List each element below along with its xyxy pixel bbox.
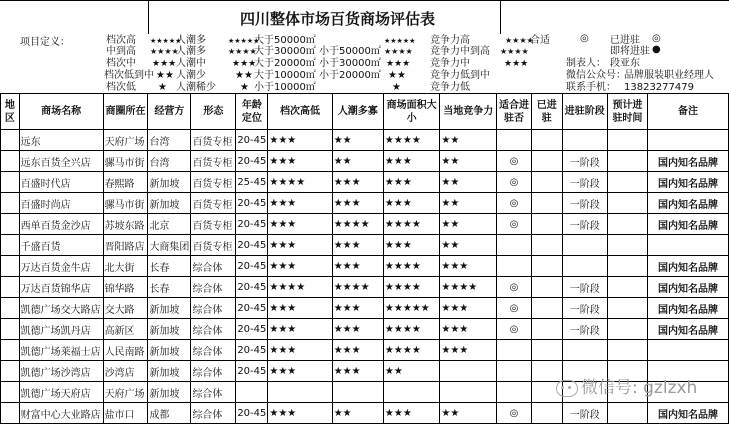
fit-cell: ◎	[497, 172, 532, 193]
traffic-label: 人潮多	[176, 35, 206, 46]
note-cell: 国内知名品牌	[648, 256, 729, 277]
stage-cell	[562, 340, 607, 361]
operator-cell: 新加坡	[148, 340, 191, 361]
mall-name-cell: 凯德广场凯丹店	[19, 319, 103, 340]
competition-stars-cell: ★★★	[440, 256, 497, 277]
entered-cell	[531, 214, 562, 235]
age-cell: 20-45	[236, 193, 268, 214]
table-row	[1, 130, 729, 151]
table-row	[1, 340, 729, 361]
area-stars-cell: ★★★★	[383, 130, 439, 151]
area-stars-cell: ★★★★	[383, 340, 439, 361]
header-cell: 备注	[648, 94, 729, 130]
time-cell	[607, 214, 647, 235]
area-stars-cell: ★★★★	[383, 256, 439, 277]
note-cell: 国内知名品牌	[648, 214, 729, 235]
fit-cell	[497, 340, 532, 361]
area-stars-cell	[383, 382, 439, 403]
maker-name: 段亚东	[610, 58, 640, 69]
competition-text: 竞争力中	[430, 58, 470, 69]
header-cell: 商场面积大小	[383, 94, 439, 130]
age-cell: 20-45	[236, 403, 268, 424]
form-cell: 综合体	[191, 403, 236, 424]
region-cell	[1, 403, 20, 424]
grade-stars-cell: ★★★	[268, 256, 332, 277]
district-cell: 春熙路	[103, 172, 148, 193]
area-stars: ★★★★★	[228, 37, 260, 45]
note-cell	[648, 340, 729, 361]
area-stars-cell: ★★★★★	[383, 298, 439, 319]
mall-name-cell: 西单百货金沙店	[19, 214, 103, 235]
age-cell: 25-45	[236, 172, 268, 193]
area-stars-cell: ★★★	[383, 403, 439, 424]
fit-cell	[497, 235, 532, 256]
district-cell: 高新区	[103, 319, 148, 340]
form-cell: 综合体	[191, 319, 236, 340]
header-cell: 形态	[191, 94, 236, 130]
table-row	[1, 214, 729, 235]
area-stars-cell: ★★	[383, 361, 439, 382]
entered-cell	[531, 172, 562, 193]
phone-label: 联系手机：	[566, 82, 616, 93]
age-cell: 20-45	[236, 256, 268, 277]
stage-cell: 一阶段	[562, 319, 607, 340]
operator-cell: 长春	[148, 256, 191, 277]
district-cell: 晋阳路店	[103, 235, 148, 256]
note-cell: 国内知名品牌	[648, 172, 729, 193]
region-cell	[1, 298, 20, 319]
grade-label: 档次中	[106, 58, 136, 69]
region-cell	[1, 382, 20, 403]
note-cell: 国内知名品牌	[648, 298, 729, 319]
table-header-row	[1, 94, 729, 130]
grade-stars-cell: ★★★★	[268, 172, 332, 193]
phone-number: 13823277479	[624, 82, 694, 93]
fit-stars-2: ★★★★	[500, 47, 529, 56]
district-cell: 盐市口	[103, 403, 148, 424]
watermark	[556, 373, 697, 398]
table-row	[1, 172, 729, 193]
time-cell	[607, 151, 647, 172]
traffic-label: 人潮稀少	[176, 82, 216, 93]
fit-cell: ◎	[497, 403, 532, 424]
traffic-stars-cell: ★★★★	[332, 214, 383, 235]
traffic-stars-cell: ★★★	[332, 193, 383, 214]
grade-stars: ★★★★★	[150, 37, 182, 45]
table-row	[1, 319, 729, 340]
form-cell: 综合体	[191, 256, 236, 277]
operator-cell: 新加坡	[148, 319, 191, 340]
district-cell: 沙湾店	[103, 361, 148, 382]
fit-circle-icon: ◎	[580, 33, 589, 44]
age-cell: 20-45	[236, 361, 268, 382]
wechat-bubble-icon	[556, 380, 578, 397]
traffic-stars-cell: ★★★	[332, 340, 383, 361]
header-cell: 人潮多寡	[332, 94, 383, 130]
mall-name-cell: 凯德广场莱福士店	[19, 340, 103, 361]
region-cell	[1, 277, 20, 298]
competition-text: 竞争力高	[430, 35, 470, 46]
operator-cell: 大商集团	[148, 235, 191, 256]
age-cell: 20-45	[236, 214, 268, 235]
time-cell	[607, 340, 647, 361]
area-stars: ★	[240, 82, 249, 93]
district-cell: 骡马市街	[103, 193, 148, 214]
competition-stars-cell	[440, 382, 497, 403]
competition-stars-cell: ★★	[440, 235, 497, 256]
header-cell: 地区	[1, 94, 20, 130]
grade-stars-cell: ★★★	[268, 361, 332, 382]
mall-name-cell: 凯德广场交大路店	[19, 298, 103, 319]
region-cell	[1, 340, 20, 361]
form-cell: 综合体	[191, 340, 236, 361]
fit-stars-3: ★★★	[504, 59, 529, 69]
note-cell: 国内知名品牌	[648, 319, 729, 340]
operator-cell: 新加坡	[148, 361, 191, 382]
operator-cell: 新加坡	[148, 193, 191, 214]
region-cell	[1, 361, 20, 382]
competition-text: 竞争力低到中	[430, 70, 490, 81]
grade-stars: ★★★	[152, 59, 177, 69]
traffic-stars-cell: ★★★	[332, 361, 383, 382]
header-cell: 年龄定位	[236, 94, 268, 130]
mall-name-cell: 万达百货金牛店	[19, 256, 103, 277]
stage-cell	[562, 256, 607, 277]
area-text: 大于50000㎡	[254, 35, 316, 46]
header-cell: 商圈所在	[103, 94, 148, 130]
fit-cell: ◎	[497, 277, 532, 298]
competition-stars-cell: ★★★★	[440, 277, 497, 298]
mall-name-cell: 远东	[19, 130, 103, 151]
traffic-stars-cell: ★★★	[332, 172, 383, 193]
competition-stars-cell: ★★	[440, 172, 497, 193]
time-cell	[607, 235, 647, 256]
stage-cell: 一阶段	[562, 172, 607, 193]
grade-stars-cell: ★★★	[268, 235, 332, 256]
operator-cell: 台湾	[148, 130, 191, 151]
competition-stars-cell: ★★	[440, 403, 497, 424]
traffic-label: 人潮中	[176, 58, 206, 69]
form-cell: 百货专柜	[191, 214, 236, 235]
title-right-border	[500, 0, 501, 34]
region-cell	[1, 151, 20, 172]
mall-name-cell: 凯德广场天府店	[19, 382, 103, 403]
stage-cell: 一阶段	[562, 277, 607, 298]
area-stars: ★★★★	[228, 47, 257, 56]
traffic-stars-cell: ★★	[332, 403, 383, 424]
competition-text: 竞争力中到高	[430, 46, 490, 57]
area-text: 大于30000㎡ 小于50000㎡	[254, 46, 381, 57]
form-cell: 综合体	[191, 361, 236, 382]
grade-label: 档次低到中	[104, 70, 154, 81]
stage-cell: 一阶段	[562, 403, 607, 424]
fit-cell	[497, 256, 532, 277]
traffic-label: 人潮少	[176, 70, 206, 81]
mall-name-cell: 百盛时尚店	[19, 193, 103, 214]
area-stars-cell: ★★★	[383, 235, 439, 256]
area-stars: ★★★	[232, 59, 257, 69]
region-cell	[1, 214, 20, 235]
competition-stars-cell: ★★	[440, 214, 497, 235]
fit-cell: ◎	[497, 298, 532, 319]
age-cell: 20-45	[236, 235, 268, 256]
grade-stars-cell: ★★★	[268, 298, 332, 319]
time-cell	[607, 172, 647, 193]
stage-cell	[562, 235, 607, 256]
traffic-stars-cell	[332, 382, 383, 403]
district-cell: 交大路	[103, 298, 148, 319]
operator-cell: 新加坡	[148, 382, 191, 403]
competition-stars: ★★	[388, 70, 406, 81]
wechat-label: 微信公众号：	[566, 70, 626, 81]
time-cell	[607, 256, 647, 277]
header-cell: 进驻阶段	[562, 94, 607, 130]
table-row	[1, 193, 729, 214]
stage-cell: 一阶段	[562, 214, 607, 235]
traffic-stars-cell: ★★	[332, 130, 383, 151]
competition-stars: ★★★	[386, 59, 411, 69]
competition-stars-cell: ★★	[440, 130, 497, 151]
time-cell	[607, 277, 647, 298]
header-cell: 适合进驻否	[497, 94, 532, 130]
region-cell	[1, 130, 20, 151]
traffic-stars-cell: ★★★	[332, 298, 383, 319]
entered-cell	[531, 193, 562, 214]
grade-stars-cell: ★★★	[268, 340, 332, 361]
traffic-stars-cell: ★★★	[332, 319, 383, 340]
time-cell	[607, 319, 647, 340]
traffic-label: 人潮多	[176, 46, 206, 57]
grade-label: 中到高	[106, 46, 136, 57]
grade-stars: ★	[158, 82, 167, 93]
header-cell: 档次高低	[268, 94, 332, 130]
table-row	[1, 235, 729, 256]
table-row	[1, 403, 729, 424]
watermark-text: 微信号: gzlzxh	[581, 378, 698, 398]
grade-stars-cell: ★★★	[268, 319, 332, 340]
mall-name-cell: 财富中心大业路店	[19, 403, 103, 424]
traffic-stars-cell: ★★★★	[332, 277, 383, 298]
header-cell: 已进驻	[531, 94, 562, 130]
note-cell: 国内知名品牌	[648, 277, 729, 298]
grade-stars-cell	[268, 382, 332, 403]
time-cell	[607, 403, 647, 424]
entered-cell	[531, 340, 562, 361]
traffic-stars-cell: ★★★	[332, 235, 383, 256]
entered-text: 已进驻	[610, 35, 640, 46]
competition-stars: ★★★★	[384, 47, 413, 56]
age-cell: 20-45	[236, 340, 268, 361]
entered-cell	[531, 298, 562, 319]
area-text: 大于20000㎡ 小于30000㎡	[254, 58, 381, 69]
maker-label: 制表人：	[566, 58, 606, 69]
grade-stars: ★★	[156, 70, 174, 81]
district-cell: 锦华路	[103, 277, 148, 298]
table-row	[1, 298, 729, 319]
table-row	[1, 256, 729, 277]
fit-text: 合适	[530, 35, 550, 46]
stage-cell: 一阶段	[562, 298, 607, 319]
page-title: 四川整体市场百货商场评估表	[240, 10, 436, 28]
competition-stars-cell: ★★★	[440, 340, 497, 361]
time-cell	[607, 193, 647, 214]
fit-cell: ◎	[497, 151, 532, 172]
form-cell: 百货专柜	[191, 235, 236, 256]
operator-cell: 新加坡	[148, 298, 191, 319]
mall-name-cell: 万达百货锦华店	[19, 277, 103, 298]
district-cell: 苏坡东路	[103, 214, 148, 235]
stage-cell: 一阶段	[562, 193, 607, 214]
region-cell	[1, 256, 20, 277]
operator-cell: 台湾	[148, 151, 191, 172]
header-cell: 商场名称	[19, 94, 103, 130]
area-stars-cell: ★★★	[383, 172, 439, 193]
grade-label: 档次低	[106, 82, 136, 93]
form-cell: 百货专柜	[191, 172, 236, 193]
coming-dot-icon: ●	[652, 44, 661, 55]
fit-cell	[497, 382, 532, 403]
fit-cell: ◎	[497, 193, 532, 214]
age-cell: 20-45	[236, 277, 268, 298]
age-cell: 20-45	[236, 130, 268, 151]
region-cell	[1, 172, 20, 193]
competition-text: 竞争力低	[430, 82, 470, 93]
entered-cell	[531, 403, 562, 424]
header-cell: 当地竞争力	[440, 94, 497, 130]
competition-stars-cell: ★★★	[440, 319, 497, 340]
grade-stars-cell: ★★★	[268, 214, 332, 235]
grade-label: 档次高	[106, 35, 136, 46]
note-cell: 国内知名品牌	[648, 403, 729, 424]
grade-stars-cell: ★★★	[268, 193, 332, 214]
time-cell	[607, 298, 647, 319]
area-stars: ★★	[235, 70, 253, 81]
fit-stars: ★★★★	[505, 36, 534, 45]
stage-cell: 一阶段	[562, 151, 607, 172]
grade-stars-cell: ★★★	[268, 151, 332, 172]
mall-name-cell: 千盛百货	[19, 235, 103, 256]
form-cell: 综合体	[191, 277, 236, 298]
competition-stars: ★	[392, 82, 401, 93]
operator-cell: 成都	[148, 403, 191, 424]
form-cell: 综合体	[191, 298, 236, 319]
note-cell	[648, 130, 729, 151]
time-cell	[607, 130, 647, 151]
area-text: 小于10000㎡	[254, 82, 316, 93]
competition-stars-cell: ★★	[440, 151, 497, 172]
fit-cell: ◎	[497, 319, 532, 340]
area-stars-cell: ★★★★	[383, 277, 439, 298]
district-cell: 人民南路	[103, 340, 148, 361]
stage-cell	[562, 130, 607, 151]
entered-cell	[531, 256, 562, 277]
age-cell: 20-45	[236, 319, 268, 340]
mall-name-cell: 远东百货全兴店	[19, 151, 103, 172]
entered-cell	[531, 130, 562, 151]
note-cell: 国内知名品牌	[648, 193, 729, 214]
area-stars-cell: ★★★★	[383, 319, 439, 340]
table-row	[1, 151, 729, 172]
region-cell	[1, 193, 20, 214]
traffic-stars-cell: ★★	[332, 151, 383, 172]
form-cell: 百货专柜	[191, 130, 236, 151]
coming-text: 即将进驻	[610, 46, 650, 57]
fit-cell	[497, 361, 532, 382]
entered-circle-icon: ◎	[652, 33, 661, 44]
region-cell	[1, 235, 20, 256]
grade-stars: ★★★★	[150, 47, 179, 56]
entered-cell	[531, 151, 562, 172]
note-cell	[648, 235, 729, 256]
area-stars-cell: ★★★	[383, 193, 439, 214]
note-cell: 国内知名品牌	[648, 151, 729, 172]
traffic-stars-cell: ★★★	[332, 256, 383, 277]
competition-stars: ★★★★★	[384, 37, 416, 45]
operator-cell: 北京	[148, 214, 191, 235]
mall-name-cell: 百盛时代店	[19, 172, 103, 193]
grade-stars-cell: ★★★★	[268, 277, 332, 298]
area-text: 大于10000㎡ 小于20000㎡	[254, 70, 381, 81]
form-cell: 百货专柜	[191, 151, 236, 172]
grade-stars-cell: ★★★	[268, 130, 332, 151]
entered-cell	[531, 235, 562, 256]
table-row	[1, 277, 729, 298]
operator-cell: 长春	[148, 277, 191, 298]
header-cell: 经营方	[148, 94, 191, 130]
district-cell: 骡马市街	[103, 151, 148, 172]
grade-stars-cell: ★★★	[268, 403, 332, 424]
top-border	[0, 0, 729, 1]
definition-label: 项目定义：	[20, 37, 70, 48]
wechat-name: 品牌服装职业经理人	[624, 70, 714, 81]
form-cell: 百货专柜	[191, 193, 236, 214]
title-left-border	[148, 0, 149, 34]
district-cell: 天府广场	[103, 382, 148, 403]
fit-cell	[497, 130, 532, 151]
entered-cell	[531, 319, 562, 340]
age-cell: 20-45	[236, 298, 268, 319]
district-cell: 天府广场	[103, 130, 148, 151]
mall-name-cell: 凯德广场沙湾店	[19, 361, 103, 382]
form-cell: 综合体	[191, 382, 236, 403]
competition-stars-cell	[440, 361, 497, 382]
age-cell: 20-45	[236, 151, 268, 172]
district-cell: 北大街	[103, 256, 148, 277]
competition-stars-cell: ★★	[440, 193, 497, 214]
area-stars-cell: ★★★	[383, 151, 439, 172]
age-cell	[236, 382, 268, 403]
region-cell	[1, 319, 20, 340]
header-cell: 预计进驻时间	[607, 94, 647, 130]
fit-cell: ◎	[497, 214, 532, 235]
operator-cell: 新加坡	[148, 172, 191, 193]
area-stars-cell: ★★★★	[383, 214, 439, 235]
entered-cell	[531, 277, 562, 298]
competition-stars-cell: ★★★	[440, 298, 497, 319]
